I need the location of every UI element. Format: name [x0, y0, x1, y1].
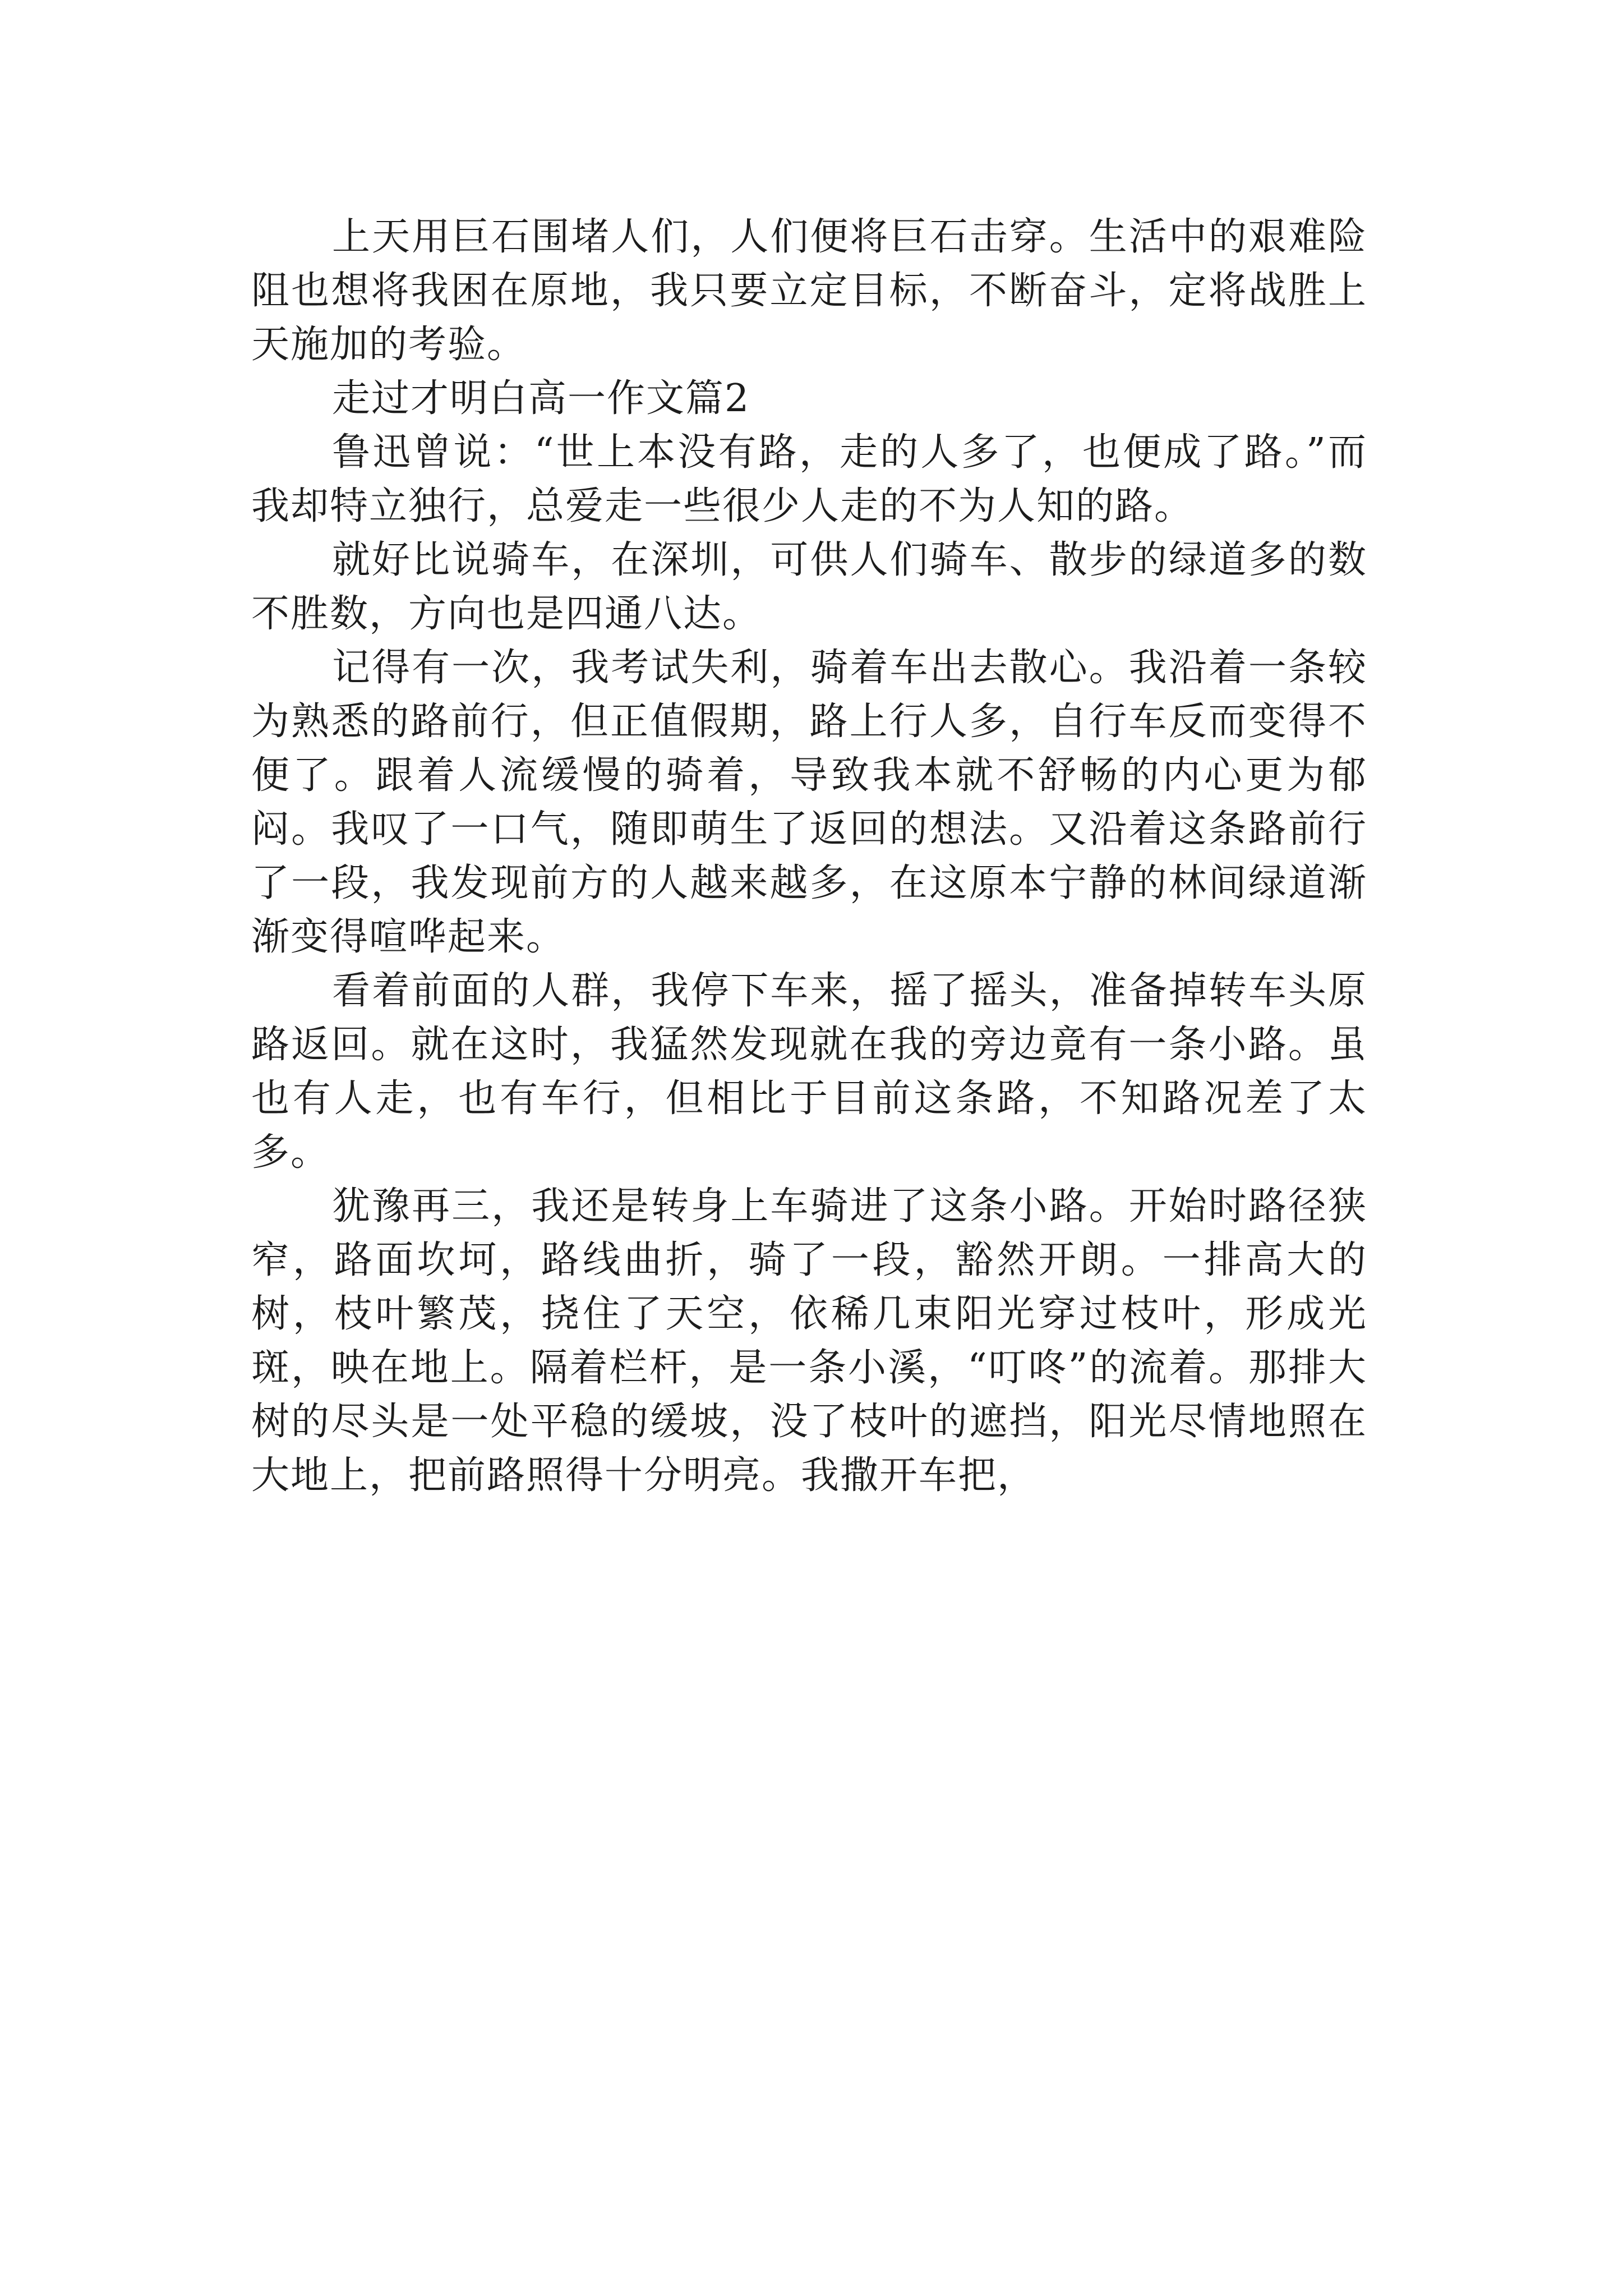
paragraph-5: 看着前面的人群，我停下车来，摇了摇头，准备掉转车头原路返回。就在这时，我猛然发现就在我的旁边竟有一条小路。虽也有人走，也有车行，但相比于目前这条路，不知路况差了太多。: [251, 969, 1367, 1175]
paragraph-2: 鲁迅曾说：“世上本没有路，走的人多了，也便成了路。”而我却特立独行，总爱走一些很少人走的不为人知的路。: [251, 430, 1367, 528]
paragraph-6: 犹豫再三，我还是转身上车骑进了这条小路。开始时路径狭窄，路面坎坷，路线曲折，骑了一段，豁然开朗。一排高大的树，枝叶繁茂，挠住了天空，依稀几束阳光穿过枝叶，形成光斑，映在地上。隔着栏杆，是一条小溪，“叮咚”的流着。那排大树的尽头是一处平稳的缓坡，没了枝叶的遮挡，阳光尽情地照在大地上，把前路照得十分明亮。我撒开车把，: [251, 1184, 1367, 1498]
section-heading: 走过才明白高一作文篇2: [332, 376, 750, 421]
document-body: [251, 210, 1367, 1503]
paragraph-3: 就好比说骑车，在深圳，可供人们骑车、散步的绿道多的数不胜数，方向也是四通八达。: [251, 538, 1367, 636]
paragraph-1: 上天用巨石围堵人们，人们便将巨石击穿。生活中的艰难险阻也想将我困在原地，我只要立定目标，不断奋斗，定将战胜上天施加的考验。: [251, 215, 1367, 367]
paragraph-4: 记得有一次，我考试失利，骑着车出去散心。我沿着一条较为熟悉的路前行，但正值假期，路上行人多，自行车反而变得不便了。跟着人流缓慢的骑着，导致我本就不舒畅的内心更为郁闷。我叹了一口气，随即萌生了返回的想法。又沿着这条路前行了一段，我发现前方的人越来越多，在这原本宁静的林间绿道渐渐变得喧哗起来。: [251, 646, 1367, 959]
